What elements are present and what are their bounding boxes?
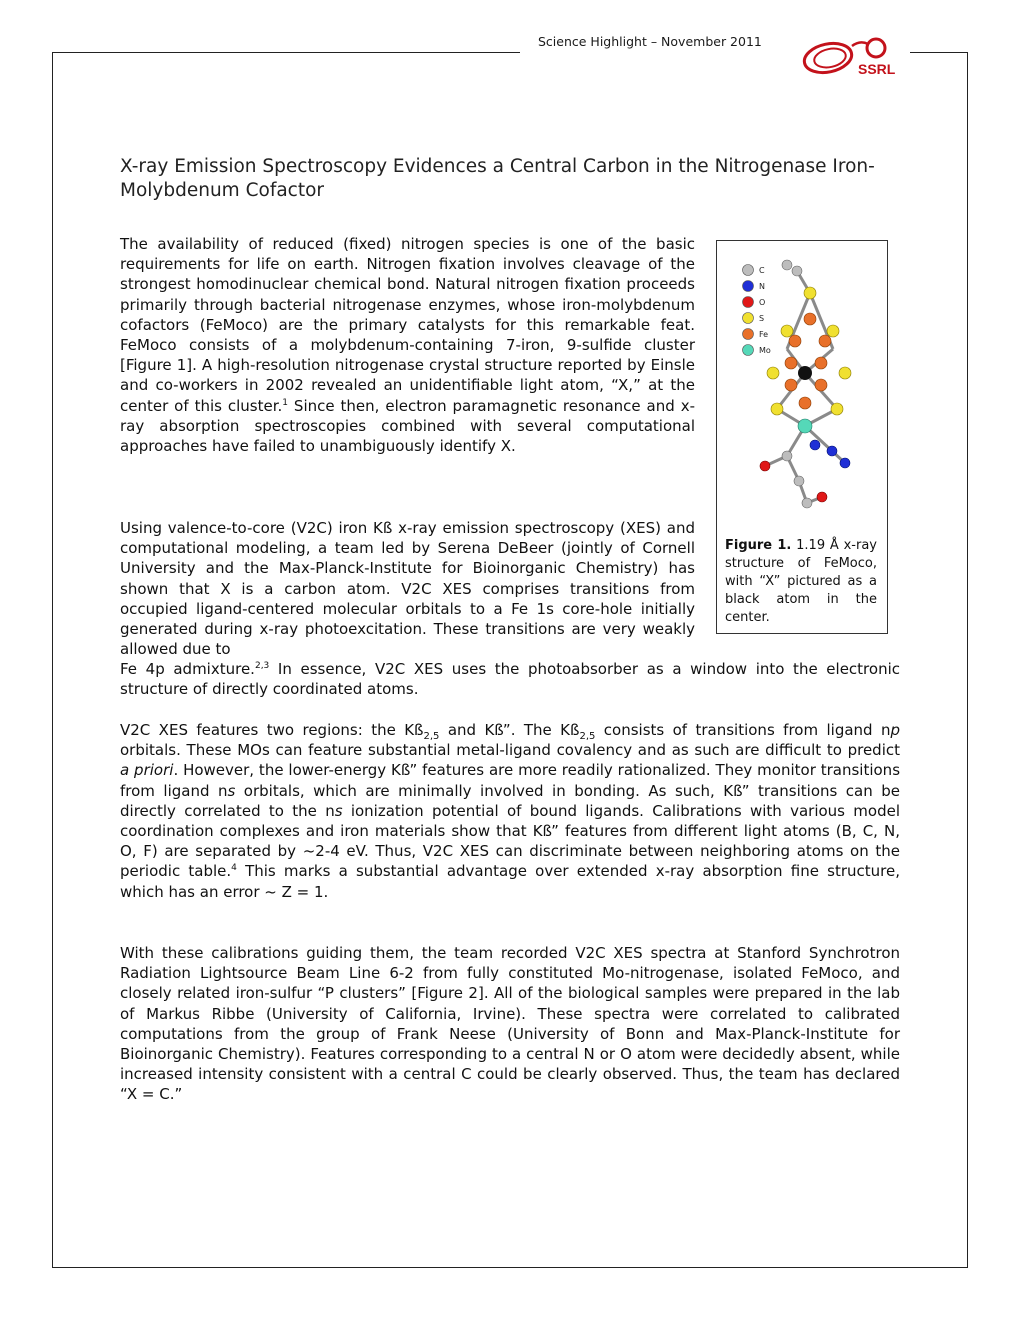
p3-seg-6: orbitals, which are minimally involved in bonding. As such, Kß” transitions can be directly correlated to the n: [120, 781, 900, 820]
paragraph-v2c-continued: [120, 659, 900, 699]
p3-seg-3: consists of transitions from ligand n: [595, 721, 891, 739]
legend-label-mo: Mo: [759, 346, 771, 355]
paragraph-results: With these calibrations guiding them, the team recorded V2C XES spectra at Stanford Synchrotron Radiation Lightsource Beam Line 6-2 from fully constituted Mo-nitrogenase, isolated FeMoco, and closely related iron-sulfur “P clusters” [Figure 2]. All of the biological samples were prepared in the lab of Markus Ribbe (University of California, Irvine). These spectra were correlated to calibrated computations from the group of Frank Neese (University of Bonn and Max-Planck-Institute for Bioinorganic Chemistry). Features corresponding to a central N or O atom were decidedly absent, while increased intensity consistent with a central C could be clearly observed. Thus, the team has declared “X = C.”: [120, 944, 900, 1104]
p3-italic-a-priori: a priori: [120, 761, 174, 780]
p3-italic-p: p: [890, 721, 901, 739]
paragraph-v2c-intro: [120, 518, 695, 659]
reference-1: 1: [282, 397, 288, 408]
p3-sub-1: 2,5: [423, 731, 440, 742]
paragraph-intro-text-b: Since then, electron paramagnetic resonance and x-ray absorption spectroscopies combined with several computational approaches have failed to unambiguously identify X.: [120, 396, 695, 456]
article-title: X-ray Emission Spectroscopy Evidences a Central Carbon in the Nitrogenase Iron-Molybdenum Cofactor: [120, 156, 875, 201]
p3-seg-8: This marks a substantial advantage over extended x-ray absorption fine structure, which has an error ~ Z = 1.: [120, 862, 900, 901]
p3-seg-1: V2C XES features two regions: the Kß: [120, 721, 424, 739]
femoco-structure-image: [717, 241, 889, 531]
p3-seg-2: and Kß”. The Kß: [439, 721, 580, 739]
legend-swatch-c: [743, 265, 754, 276]
p3-italic-s-2: s: [334, 801, 343, 820]
legend-swatch-n: [743, 281, 754, 292]
ssrl-logo: [800, 36, 900, 82]
legend-swatch-mo: [743, 345, 754, 356]
figure-1: [716, 240, 888, 634]
p3-sub-2: 2,5: [579, 731, 596, 742]
legend-label-fe: Fe: [759, 330, 769, 339]
reference-4: 4: [231, 863, 237, 874]
paragraph-v2c-text-a: Using valence-to-core (V2C) iron Kß x-ray emission spectroscopy (XES) and computational modeling, a team led by Serena DeBeer (jointly of Cornell University and the Max-Planck-Institute for Bioinorganic Chemistry) has shown that X is a carbon atom. V2C XES comprises transitions from occupied ligand-centered molecular orbitals to a Fe 1s core-hole initially generated during x-ray photoexcitation. These transitions are very weakly allowed due to: [120, 519, 695, 659]
paragraph-regions: [120, 720, 900, 902]
p3-italic-s-1: s: [227, 781, 236, 800]
paragraph-intro-text-a: The availability of reduced (fixed) nitrogen species is one of the basic requirements for life on earth. Nitrogen fixation involves cleavage of the strongest homodinuclear chemical bond. Natural nitrogen fixation proceeds primarily through bacterial nitrogenase enzymes, whose iron-molybdenum cofactors (FeMoco) are the primary catalysts for this remarkable feat. FeMoco consists of a molybdenum-containing 7-iron, 9-sulfide cluster [Figure 1]. A high-resolution nitrogenase crystal structure reported by Einsle and co-workers in 2002 revealed an unidentifiable light atom, “X,” at the center of this cluster.: [120, 235, 695, 415]
element-legend: [743, 265, 771, 356]
figure-1-caption-text: 1.19 Å x-ray structure of FeMoco, with “X” pictured as a black atom in the center.: [725, 538, 877, 625]
logo-text: SSRL: [858, 61, 896, 77]
legend-label-s: S: [759, 314, 765, 323]
figure-1-caption: [725, 537, 877, 627]
highlight-date: Science Highlight – November 2011: [538, 34, 762, 49]
legend-label-n: N: [759, 282, 765, 291]
reference-2-3: 2,3: [254, 661, 270, 671]
paragraph-intro: [120, 234, 695, 456]
p3-seg-7: ionization potential of bound ligands. Calibrations with various model coordination complexes and iron materials show that Kß” features from different light atoms (B, C, N, O, F) are separated by ~2-4 eV. Thus, V2C XES can discriminate between neighboring atoms on the periodic table.: [120, 801, 900, 881]
legend-label-o: O: [759, 298, 766, 307]
legend-swatch-fe: [743, 329, 754, 340]
paragraph-v2c-text-b: Fe 4p admixture.: [120, 660, 255, 678]
legend-swatch-s: [743, 313, 754, 324]
legend-swatch-o: [743, 297, 754, 308]
legend-label-c: C: [759, 266, 765, 275]
figure-1-label: Figure 1.: [725, 538, 792, 553]
p3-seg-4: orbitals. These MOs can feature substantial metal-ligand covalency and as such are difficult to predict: [120, 741, 900, 760]
p3-seg-5: . However, the lower-energy Kß” features are more readily rationalized. They monitor transitions from ligand n: [120, 761, 901, 800]
paragraph-v2c-text-c: In essence, V2C XES uses the photoabsorber as a window into the electronic structure of directly coordinated atoms.: [120, 660, 900, 699]
